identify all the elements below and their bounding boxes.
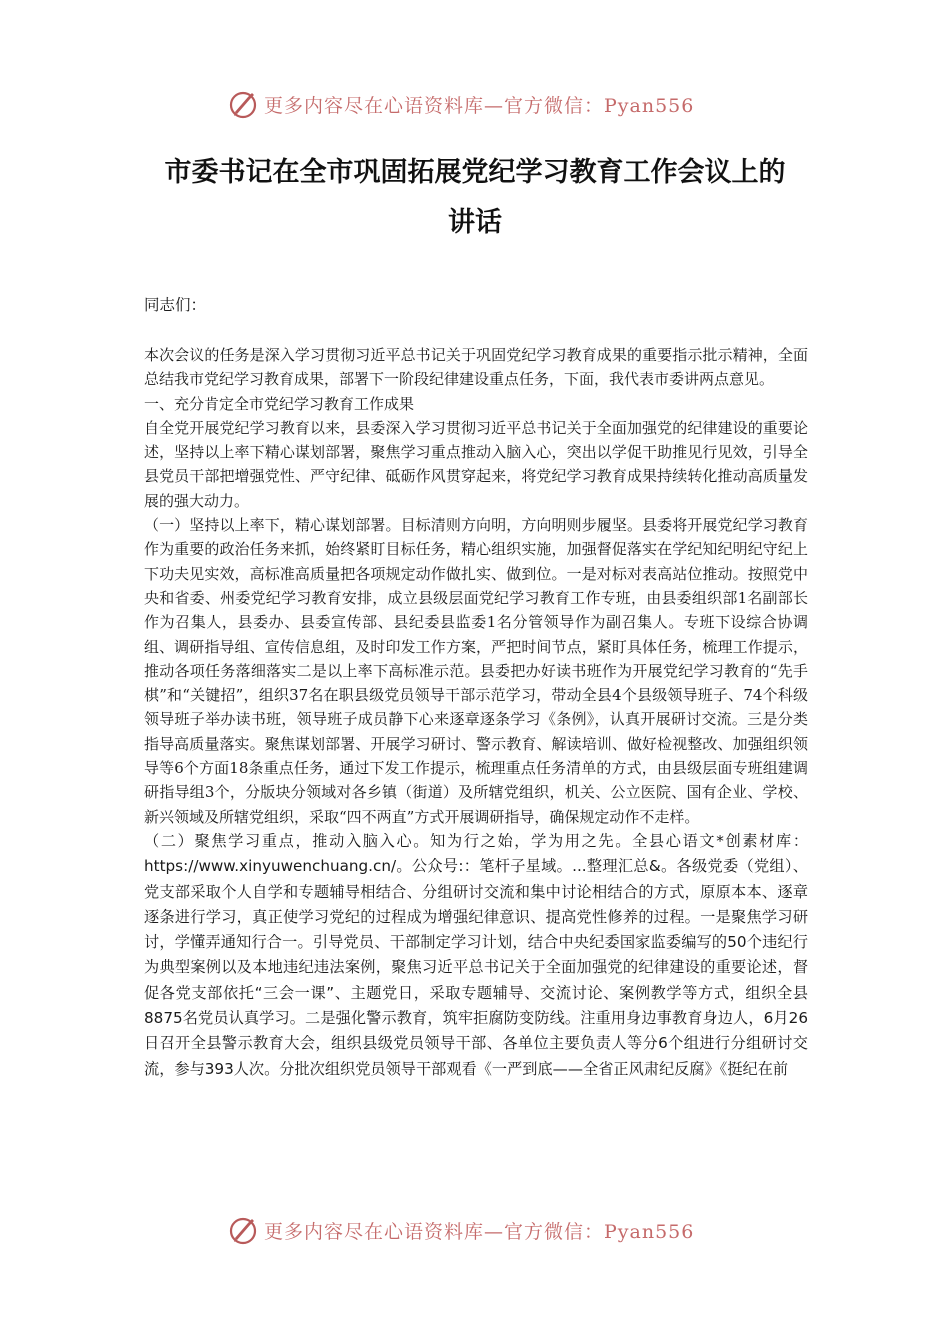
greeting: 同志们： xyxy=(144,296,207,314)
paragraph-intro: 本次会议的任务是深入学习贯彻习近平总书记关于巩固党纪学习教育成果的重要指示批示精神，全面总结我市党纪学习教育成果，部署下一阶段纪律建设重点任务，下面，我代表市委讲两点意见。 xyxy=(144,346,808,389)
title-line-1: 市委书记在全市巩固拓展党纪学习教育工作会议上的 xyxy=(164,157,786,188)
document-title xyxy=(120,148,830,248)
paragraph-overview: 自全党开展党纪学习教育以来，县委深入学习贯彻习近平总书记关于全面加强党的纪律建设的重要论述，坚持以上率下精心谋划部署，聚焦学习重点推动入脑入心，突出以学促干助推见行见效，引导全县党员干部把增强党性、严守纪律、砥砺作风贯穿起来，将党纪学习教育成果持续转化推动高质量发展的强大动力。 xyxy=(144,418,808,510)
watermark-banner-bottom xyxy=(228,1212,748,1248)
watermark-banner-top xyxy=(228,86,748,122)
paragraph-point-1: （一）坚持以上率下，精心谋划部署。目标清则方向明，方向明则步履坚。县委将开展党纪学习教育作为重要的政治任务来抓，始终紧盯目标任务，精心组织实施，加强督促落实在学纪知纪明纪守纪上下功夫见实效，高标准高质量把各项规定动作做扎实、做到位。一是对标对表高站位推动。按照党中央和省委、州委党纪学习教育安排，成立县级层面党纪学习教育工作专班，由县委组织部1名副部长作为召集人，县委办、县委宣传部、县纪委县监委1名分管领导作为副召集人。专班下设综合协调组、调研指导组、宣传信息组，及时印发工作方案，严把时间节点，紧盯具体任务，梳理工作提示，推动各项任务落细落实二是以上率下高标准示范。县委把办好读书班作为开展党纪学习教育的“先手棋”和“关键招”，组织37名在职县级党员领导干部示范学习，带动全县4个县级领导班子、74个科级领导班子举办读书班，领导班子成员静下心来逐章逐条学习《条例》，认真开展研讨交流。三是分类指导高质量落实。聚焦谋划部署、开展学习研讨、警示教育、解读培训、做好检视整改、加强组织领导等6个方面18条重点任务，通过下发工作提示，梳理重点任务清单的方式，由县级层面专班组建调研指导组3个，分版块分领域对各乡镇（街道）及所辖党组织，机关、公立医院、国有企业、学校、新兴领域及所辖党组织，采取“四不两直”方式开展调研指导，确保规定动作不走样。 xyxy=(144,516,808,826)
title-line-2: 讲话 xyxy=(448,207,502,238)
pen-logo-icon xyxy=(228,1214,260,1246)
pen-logo-icon xyxy=(228,88,260,120)
watermark-text: 更多内容尽在心语资料库—官方微信：Pyan556 xyxy=(264,94,695,117)
document-body xyxy=(144,343,808,1082)
watermark-text: 更多内容尽在心语资料库—官方微信：Pyan556 xyxy=(264,1220,695,1243)
paragraph-point-2: （二）聚焦学习重点，推动入脑入心。知为行之始，学为用之先。全县心语文*创素材库：https://www.xinyuwenchuang.cn/。公众号:：笔杆子星域。...整理汇总&。各级党委（党组）、党支部采取个人自学和专题辅导相结合、分组研讨交流和集中讨论相结合的方式，原原本本、逐章逐条进行学习，真正使学习党纪的过程成为增强纪律意识、提高党性修养的过程。一是聚焦学习研讨，学懂弄通知行合一。引导党员、干部制定学习计划，结合中央纪委国家监委编写的50个违纪行为典型案例以及本地违纪违法案例，聚焦习近平总书记关于全面加强党的纪律建设的重要论述，督促各党支部依托“三会一课”、主题党日，采取专题辅导、交流讨论、案例教学等方式，组织全县8875名党员认真学习。二是强化警示教育，筑牢拒腐防变防线。注重用身边事教育身边人，6月26日召开全县警示教育大会，组织县级党员领导干部、各单位主要负责人等分6个组进行分组研讨交流，参与393人次。分批次组织党员领导干部观看《一严到底——全省正风肃纪反腐》《挺纪在前 xyxy=(144,831,808,1078)
section-heading-1: 一、充分肯定全市党纪学习教育工作成果 xyxy=(144,394,415,413)
